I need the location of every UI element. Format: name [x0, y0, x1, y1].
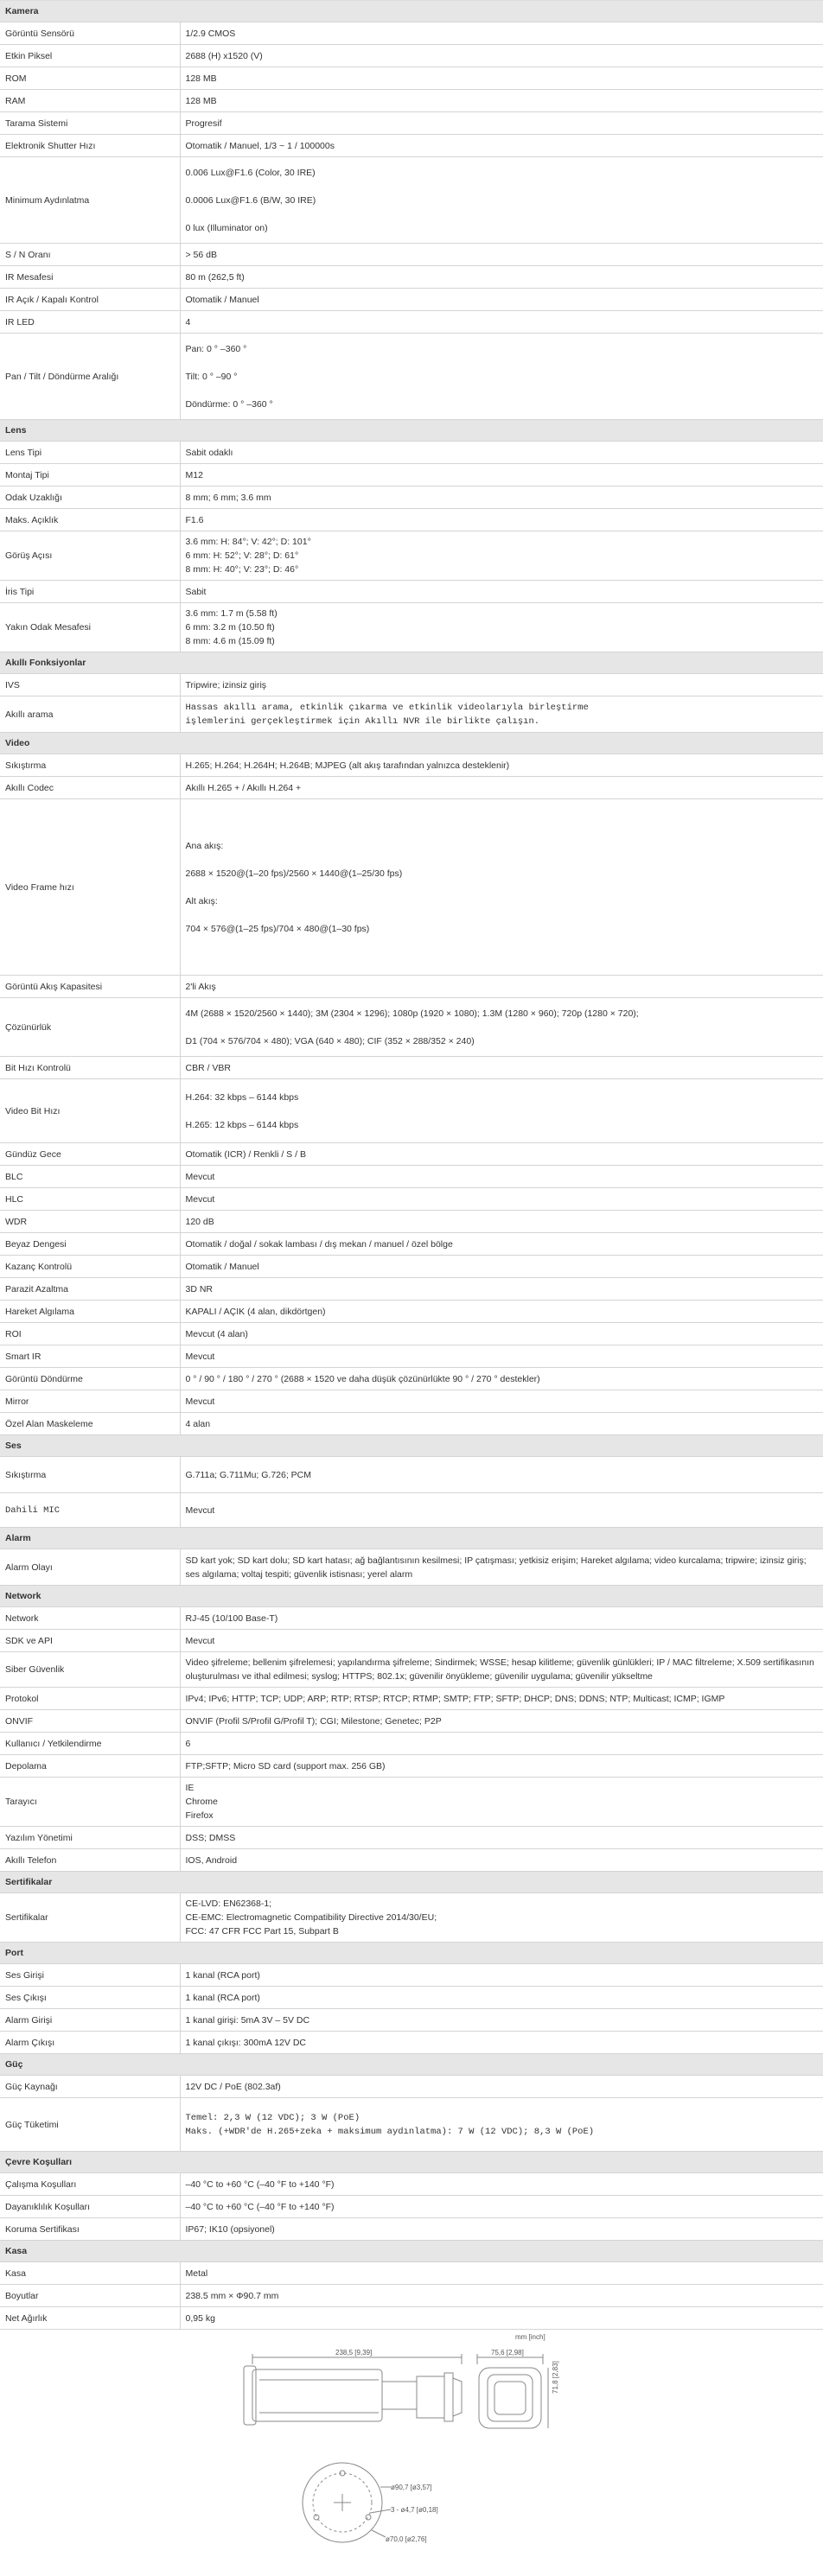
section-header — [0, 733, 823, 754]
spec-label: HLC — [0, 1188, 180, 1211]
spec-label: Görüntü Akış Kapasitesi — [0, 976, 180, 998]
spec-value: 12V DC / PoE (802.3af) — [180, 2076, 823, 2098]
spec-row — [0, 509, 823, 531]
spec-row — [0, 1301, 823, 1323]
section-title: Güç — [0, 2054, 180, 2076]
spec-value: Sabit odaklı — [180, 442, 823, 464]
spec-value: 4 — [180, 311, 823, 334]
section-header — [0, 1586, 823, 1607]
spec-row — [0, 1233, 823, 1256]
spec-label: Parazit Azaltma — [0, 1278, 180, 1301]
spec-value: Temel: 2,3 W (12 VDC); 3 W (PoE) Maks. (+WDR'de H.265+zeka + maksimum aydınlatma): 7 W (12 VDC); 8,3 W (PoE) — [180, 2098, 823, 2152]
spec-label: Görüntü Döndürme — [0, 1368, 180, 1390]
spec-value: 128 MB — [180, 67, 823, 90]
spec-value: 0.006 Lux@F1.6 (Color, 30 IRE) 0.0006 Lux@F1.6 (B/W, 30 IRE) 0 lux (Illuminator on) — [180, 157, 823, 244]
spec-value: Otomatik (ICR) / Renkli / S / B — [180, 1143, 823, 1166]
length-dimension-label: 238,5 [9,39] — [335, 2349, 373, 2357]
spec-row — [0, 1630, 823, 1652]
section-header-filler — [180, 2054, 823, 2076]
spec-label: Ses Girişi — [0, 1964, 180, 1987]
spec-value: 4 alan — [180, 1413, 823, 1435]
spec-label: Çalışma Koşulları — [0, 2173, 180, 2196]
spec-value: 1 kanal girişi: 5mA 3V – 5V DC — [180, 2009, 823, 2032]
spec-value: –40 °C to +60 °C (–40 °F to +140 °F) — [180, 2196, 823, 2218]
spec-label: ROI — [0, 1323, 180, 1345]
spec-label: RAM — [0, 90, 180, 112]
spec-value: Otomatik / Manuel, 1/3 ~ 1 / 100000s — [180, 135, 823, 157]
spec-value: > 56 dB — [180, 244, 823, 266]
spec-label: Yakın Odak Mesafesi — [0, 603, 180, 652]
spec-row — [0, 1549, 823, 1586]
spec-label: Akıllı arama — [0, 696, 180, 733]
spec-row — [0, 976, 823, 998]
spec-row — [0, 442, 823, 464]
height-dimension-label: 71,8 [2,83] — [552, 2361, 559, 2394]
spec-label: Alarm Çıkışı — [0, 2032, 180, 2054]
section-header-filler — [180, 1435, 823, 1457]
section-title: Network — [0, 1586, 180, 1607]
spec-value: Mevcut (4 alan) — [180, 1323, 823, 1345]
spec-row — [0, 311, 823, 334]
pcd-dimension-label: ø70,0 [ø2,76] — [386, 2535, 427, 2543]
spec-row — [0, 603, 823, 652]
spec-row — [0, 1143, 823, 1166]
spec-row — [0, 1849, 823, 1872]
spec-label: Minimum Aydınlatma — [0, 157, 180, 244]
spec-table-body — [0, 1, 823, 2330]
spec-value: 128 MB — [180, 90, 823, 112]
spec-label: Montaj Tipi — [0, 464, 180, 487]
spec-label: Protokol — [0, 1688, 180, 1710]
section-header — [0, 2241, 823, 2262]
spec-label: Gündüz Gece — [0, 1143, 180, 1166]
spec-label: Bit Hızı Kontrolü — [0, 1057, 180, 1079]
section-header — [0, 1, 823, 22]
mount-holes-label: 3 - ø4,7 [ø0,18] — [391, 2506, 438, 2514]
spec-row — [0, 1256, 823, 1278]
spec-value: Mevcut — [180, 1166, 823, 1188]
spec-value: Mevcut — [180, 1630, 823, 1652]
spec-value: Otomatik / Manuel — [180, 1256, 823, 1278]
spec-row — [0, 266, 823, 289]
spec-label: Kullanıcı / Yetkilendirme — [0, 1733, 180, 1755]
spec-value: ONVIF (Profil S/Profil G/Profil T); CGI; Milestone; Genetec; P2P — [180, 1710, 823, 1733]
spec-row — [0, 135, 823, 157]
section-header — [0, 1528, 823, 1549]
spec-value: FTP;SFTP; Micro SD card (support max. 256 GB) — [180, 1755, 823, 1778]
spec-value: Video şifreleme; bellenim şifrelemesi; yapılandırma şifreleme; Sindirmek; WSSE; hesap kilitleme; güvenlik günlükleri; IP / MAC filtreleme; X.509 sertifikasının oluşturulması ve ithal edilmesi; syslog; HTTPS; 802.1x; güvenilir önyükleme; güvenilir uygulama; güvenilir yükseltme — [180, 1652, 823, 1688]
spec-label: ONVIF — [0, 1710, 180, 1733]
section-header-filler — [180, 1872, 823, 1893]
spec-row — [0, 998, 823, 1057]
spec-label: Koruma Sertifikası — [0, 2218, 180, 2241]
spec-row — [0, 1893, 823, 1943]
section-header — [0, 2152, 823, 2173]
spec-label: Akıllı Telefon — [0, 1849, 180, 1872]
section-header — [0, 420, 823, 442]
section-title: Akıllı Fonksiyonlar — [0, 652, 180, 674]
spec-row — [0, 112, 823, 135]
spec-value: Metal — [180, 2262, 823, 2285]
spec-row — [0, 45, 823, 67]
spec-value: 8 mm; 6 mm; 3.6 mm — [180, 487, 823, 509]
spec-row — [0, 22, 823, 45]
camera-outline-svg — [0, 2330, 823, 2554]
spec-row — [0, 334, 823, 420]
spec-row — [0, 1457, 823, 1493]
spec-value: 3D NR — [180, 1278, 823, 1301]
spec-row — [0, 464, 823, 487]
spec-row — [0, 674, 823, 696]
diameter-dimension-label: ø90,7 [ø3,57] — [391, 2484, 432, 2491]
spec-row — [0, 157, 823, 244]
section-header-filler — [180, 1943, 823, 1964]
spec-label: Video Frame hızı — [0, 799, 180, 976]
spec-label: Mirror — [0, 1390, 180, 1413]
spec-row — [0, 777, 823, 799]
spec-row — [0, 1345, 823, 1368]
spec-row — [0, 1166, 823, 1188]
section-header-filler — [180, 2152, 823, 2173]
spec-label: Lens Tipi — [0, 442, 180, 464]
spec-label: Boyutlar — [0, 2285, 180, 2307]
spec-value: 1 kanal (RCA port) — [180, 1964, 823, 1987]
spec-row — [0, 1079, 823, 1143]
spec-label: S / N Oranı — [0, 244, 180, 266]
spec-label: Elektronik Shutter Hızı — [0, 135, 180, 157]
spec-value: 80 m (262,5 ft) — [180, 266, 823, 289]
spec-value: 120 dB — [180, 1211, 823, 1233]
spec-value: SD kart yok; SD kart dolu; SD kart hatası; ağ bağlantısının kesilmesi; IP çatışması; yetkisiz erişim; Hareket algılama; video kurcalama; tripwire; izinsiz giriş; ses algılama; voltaj tespiti; güvenlik istisnası; yerel alarm — [180, 1549, 823, 1586]
spec-row — [0, 487, 823, 509]
spec-value: H.265; H.264; H.264H; H.264B; MJPEG (alt akış tarafından yalnızca desteklenir) — [180, 754, 823, 777]
spec-value: Mevcut — [180, 1390, 823, 1413]
spec-label: Pan / Tilt / Döndürme Aralığı — [0, 334, 180, 420]
section-header-filler — [180, 1528, 823, 1549]
spec-label: SDK ve API — [0, 1630, 180, 1652]
spec-row — [0, 1733, 823, 1755]
spec-row — [0, 531, 823, 581]
spec-value: Akıllı H.265 + / Akıllı H.264 + — [180, 777, 823, 799]
spec-value: Progresif — [180, 112, 823, 135]
spec-label: Beyaz Dengesi — [0, 1233, 180, 1256]
spec-value: IE Chrome Firefox — [180, 1778, 823, 1827]
section-title: Port — [0, 1943, 180, 1964]
spec-row — [0, 2032, 823, 2054]
spec-value: 1/2.9 CMOS — [180, 22, 823, 45]
spec-value: IPv4; IPv6; HTTP; TCP; UDP; ARP; RTP; RTSP; RTCP; RTMP; SMTP; FTP; SFTP; DHCP; DNS; DDNS; NTP; Multicast; ICMP; IGMP — [180, 1688, 823, 1710]
spec-label: IVS — [0, 674, 180, 696]
width-dimension-label: 75,6 [2,98] — [491, 2349, 524, 2357]
spec-row — [0, 1987, 823, 2009]
spec-row — [0, 1778, 823, 1827]
spec-label: IR LED — [0, 311, 180, 334]
base-view-drawing — [303, 2463, 391, 2542]
spec-row — [0, 90, 823, 112]
spec-row — [0, 2009, 823, 2032]
spec-label: IR Mesafesi — [0, 266, 180, 289]
spec-label: Smart IR — [0, 1345, 180, 1368]
spec-value: 1 kanal çıkışı: 300mA 12V DC — [180, 2032, 823, 2054]
spec-row — [0, 1710, 823, 1733]
front-view-drawing — [477, 2354, 548, 2428]
spec-value: 6 — [180, 1733, 823, 1755]
spec-label: Video Bit Hızı — [0, 1079, 180, 1143]
spec-value: Otomatik / Manuel — [180, 289, 823, 311]
spec-label: WDR — [0, 1211, 180, 1233]
spec-label: Dahili MIC — [0, 1493, 180, 1528]
spec-row — [0, 2285, 823, 2307]
spec-row — [0, 1652, 823, 1688]
spec-value: IOS, Android — [180, 1849, 823, 1872]
spec-value: Mevcut — [180, 1345, 823, 1368]
spec-label: Sertifikalar — [0, 1893, 180, 1943]
spec-label: ROM — [0, 67, 180, 90]
spec-label: Tarayıcı — [0, 1778, 180, 1827]
spec-value: 2'li Akış — [180, 976, 823, 998]
spec-row — [0, 799, 823, 976]
spec-value: Ana akış: 2688 × 1520@(1–20 fps)/2560 × 1440@(1–25/30 fps) Alt akış: 704 × 576@(1–25 fps)/704 × 480@(1–30 fps) — [180, 799, 823, 976]
spec-row — [0, 1827, 823, 1849]
section-header-filler — [180, 1586, 823, 1607]
spec-row — [0, 1390, 823, 1413]
spec-value: KAPALI / AÇIK (4 alan, dikdörtgen) — [180, 1301, 823, 1323]
spec-value: Tripwire; izinsiz giriş — [180, 674, 823, 696]
spec-value: M12 — [180, 464, 823, 487]
spec-label: IR Açık / Kapalı Kontrol — [0, 289, 180, 311]
section-title: Çevre Koşulları — [0, 2152, 180, 2173]
spec-value: Otomatik / doğal / sokak lambası / dış mekan / manuel / özel bölge — [180, 1233, 823, 1256]
spec-row — [0, 2262, 823, 2285]
spec-row — [0, 1413, 823, 1435]
spec-value: CE-LVD: EN62368-1; CE-EMC: Electromagnetic Compatibility Directive 2014/30/EU; FCC: 47 CFR FCC Part 15, Subpart B — [180, 1893, 823, 1943]
spec-value: CBR / VBR — [180, 1057, 823, 1079]
spec-value: 4M (2688 × 1520/2560 × 1440); 3M (2304 × 1296); 1080p (1920 × 1080); 1.3M (1280 × 960); 720p (1280 × 720); D1 (704 × 576/704 × 480); VGA (640 × 480); CIF (352 × 288/352 × 240) — [180, 998, 823, 1057]
spec-value: Hassas akıllı arama, etkinlik çıkarma ve etkinlik videolarıyla birleştirme işlemlerini gerçekleştirmek için Akıllı NVR ile birlikte çalışın. — [180, 696, 823, 733]
spec-value: 3.6 mm: H: 84°; V: 42°; D: 101° 6 mm: H: 52°; V: 28°; D: 61° 8 mm: H: 40°; V: 23°; D: 46° — [180, 531, 823, 581]
dimension-drawing — [0, 2330, 823, 2554]
spec-label: Alarm Olayı — [0, 1549, 180, 1586]
spec-label: Sıkıştırma — [0, 754, 180, 777]
spec-label: Kazanç Kontrolü — [0, 1256, 180, 1278]
spec-value: Pan: 0 ° –360 ° Tilt: 0 ° –90 ° Döndürme: 0 ° –360 ° — [180, 334, 823, 420]
spec-label: Odak Uzaklığı — [0, 487, 180, 509]
section-header — [0, 652, 823, 674]
spec-label: Sıkıştırma — [0, 1457, 180, 1493]
section-title: Kamera — [0, 1, 180, 22]
section-title: Lens — [0, 420, 180, 442]
section-header — [0, 1872, 823, 1893]
spec-label: Siber Güvenlik — [0, 1652, 180, 1688]
spec-label: Kasa — [0, 2262, 180, 2285]
spec-row — [0, 754, 823, 777]
section-header-filler — [180, 652, 823, 674]
spec-label: Görüş Açısı — [0, 531, 180, 581]
spec-value: Mevcut — [180, 1188, 823, 1211]
spec-row — [0, 1755, 823, 1778]
spec-row — [0, 1607, 823, 1630]
spec-value: 0,95 kg — [180, 2307, 823, 2330]
spec-label: Dayanıklılık Koşulları — [0, 2196, 180, 2218]
spec-value: 3.6 mm: 1.7 m (5.58 ft) 6 mm: 3.2 m (10.50 ft) 8 mm: 4.6 m (15.09 ft) — [180, 603, 823, 652]
spec-row — [0, 1278, 823, 1301]
spec-row — [0, 2173, 823, 2196]
spec-label: Ses Çıkışı — [0, 1987, 180, 2009]
section-title: Video — [0, 733, 180, 754]
section-title: Sertifikalar — [0, 1872, 180, 1893]
spec-label: Tarama Sistemi — [0, 112, 180, 135]
spec-value: –40 °C to +60 °C (–40 °F to +140 °F) — [180, 2173, 823, 2196]
spec-row — [0, 696, 823, 733]
spec-row — [0, 2218, 823, 2241]
spec-row — [0, 67, 823, 90]
section-header-filler — [180, 733, 823, 754]
spec-value: G.711a; G.711Mu; G.726; PCM — [180, 1457, 823, 1493]
spec-label: Hareket Algılama — [0, 1301, 180, 1323]
spec-row — [0, 1211, 823, 1233]
section-title: Alarm — [0, 1528, 180, 1549]
spec-row — [0, 1688, 823, 1710]
spec-value: 238.5 mm × Φ90.7 mm — [180, 2285, 823, 2307]
section-header-filler — [180, 420, 823, 442]
unit-label: mm [inch] — [515, 2333, 545, 2341]
spec-value: Sabit — [180, 581, 823, 603]
spec-row — [0, 581, 823, 603]
spec-row — [0, 1323, 823, 1345]
section-title: Kasa — [0, 2241, 180, 2262]
spec-value: RJ-45 (10/100 Base-T) — [180, 1607, 823, 1630]
spec-label: Yazılım Yönetimi — [0, 1827, 180, 1849]
spec-label: Etkin Piksel — [0, 45, 180, 67]
spec-row — [0, 2307, 823, 2330]
spec-label: Network — [0, 1607, 180, 1630]
spec-label: BLC — [0, 1166, 180, 1188]
spec-value: F1.6 — [180, 509, 823, 531]
spec-table — [0, 1, 823, 2330]
spec-value: 2688 (H) x1520 (V) — [180, 45, 823, 67]
spec-row — [0, 1188, 823, 1211]
spec-label: Güç Kaynağı — [0, 2076, 180, 2098]
section-header — [0, 1943, 823, 1964]
spec-row — [0, 244, 823, 266]
spec-row — [0, 1057, 823, 1079]
spec-value: 1 kanal (RCA port) — [180, 1987, 823, 2009]
spec-value: IP67; IK10 (opsiyonel) — [180, 2218, 823, 2241]
spec-label: Alarm Girişi — [0, 2009, 180, 2032]
spec-row — [0, 2196, 823, 2218]
spec-label: Net Ağırlık — [0, 2307, 180, 2330]
spec-value: H.264: 32 kbps – 6144 kbps H.265: 12 kbps – 6144 kbps — [180, 1079, 823, 1143]
section-header — [0, 2054, 823, 2076]
spec-row — [0, 1493, 823, 1528]
spec-value: DSS; DMSS — [180, 1827, 823, 1849]
spec-label: İris Tipi — [0, 581, 180, 603]
spec-row — [0, 2076, 823, 2098]
spec-row — [0, 2098, 823, 2152]
side-view-drawing — [244, 2354, 462, 2425]
spec-value: 0 ° / 90 ° / 180 ° / 270 ° (2688 × 1520 ve daha düşük çözünürlükte 90 ° / 270 ° destekler) — [180, 1368, 823, 1390]
spec-label: Görüntü Sensörü — [0, 22, 180, 45]
section-header — [0, 1435, 823, 1457]
section-header-filler — [180, 1, 823, 22]
section-title: Ses — [0, 1435, 180, 1457]
spec-label: Depolama — [0, 1755, 180, 1778]
spec-row — [0, 289, 823, 311]
spec-value: Mevcut — [180, 1493, 823, 1528]
spec-label: Özel Alan Maskeleme — [0, 1413, 180, 1435]
spec-label: Maks. Açıklık — [0, 509, 180, 531]
spec-row — [0, 1964, 823, 1987]
spec-label: Akıllı Codec — [0, 777, 180, 799]
spec-row — [0, 1368, 823, 1390]
section-header-filler — [180, 2241, 823, 2262]
spec-label: Güç Tüketimi — [0, 2098, 180, 2152]
spec-label: Çözünürlük — [0, 998, 180, 1057]
